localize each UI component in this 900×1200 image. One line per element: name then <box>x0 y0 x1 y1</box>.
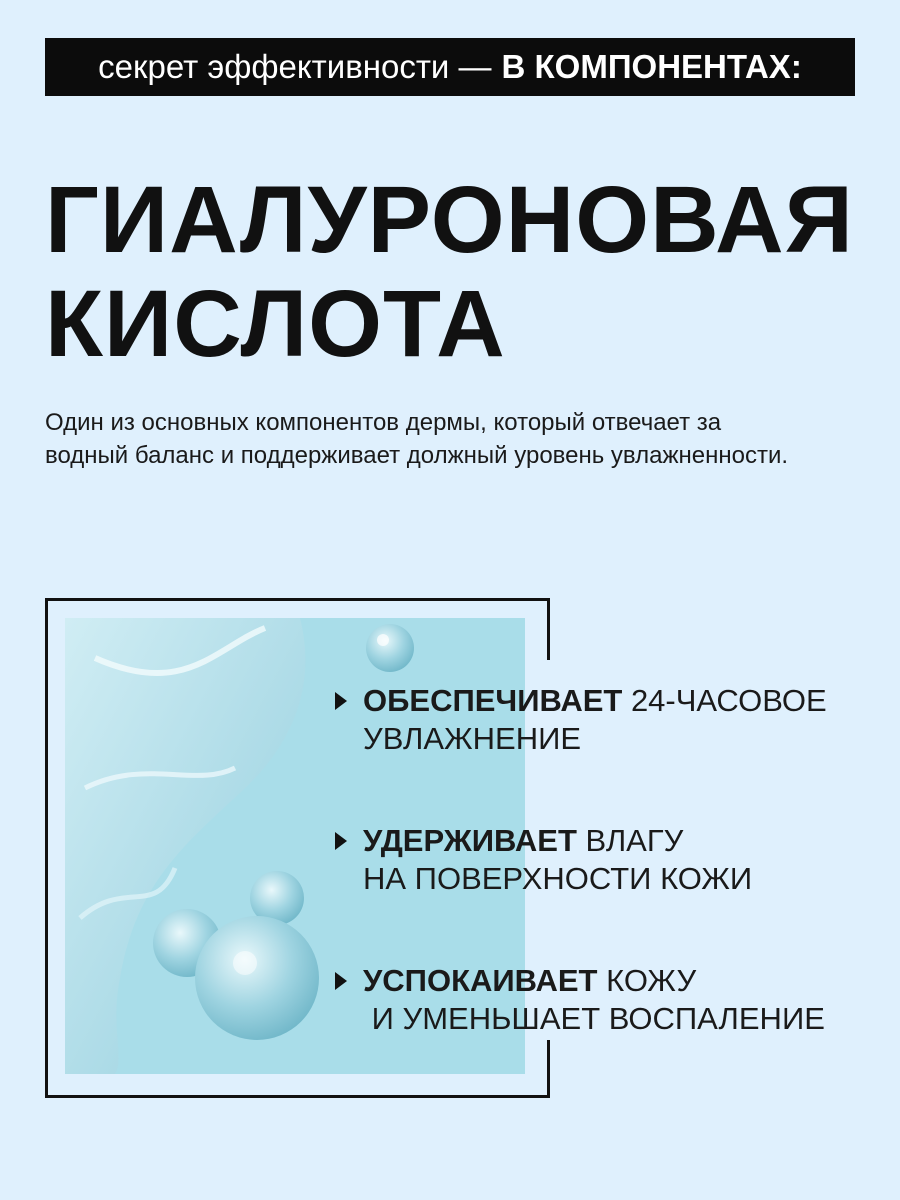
frame-top-left-vertical <box>45 598 48 1098</box>
benefit-2-line2: НА ПОВЕРХНОСТИ КОЖИ <box>363 861 753 896</box>
benefit-3-rest: КОЖУ <box>597 963 697 998</box>
frame-right-bottom-vertical <box>547 1040 550 1098</box>
benefit-3-line2: И УМЕНЬШАЕТ ВОСПАЛЕНИЕ <box>363 1001 825 1036</box>
benefit-1-bold: ОБЕСПЕЧИВАЕТ <box>363 683 623 718</box>
title-line-2: КИСЛОТА <box>45 271 506 377</box>
ingredient-description: Один из основных компонентов дермы, который отвечает за водный баланс и поддерживает должный уровень увлажненности. <box>45 409 789 469</box>
benefit-1-rest: 24-ЧАСОВОЕ <box>622 683 827 718</box>
benefit-3-bold: УСПОКАИВАЕТ <box>363 963 598 998</box>
title-line-1: ГИАЛУРОНОВАЯ <box>45 167 854 273</box>
benefit-item-2 <box>335 822 752 898</box>
benefit-2-rest: ВЛАГУ <box>576 823 684 858</box>
frame-top-horizontal <box>45 598 550 601</box>
top-banner <box>45 38 855 96</box>
triangle-arrow-icon <box>335 692 347 710</box>
banner-light-text: секрет эффективности — <box>98 48 492 85</box>
triangle-arrow-icon <box>335 832 347 850</box>
frame-bottom-horizontal <box>45 1095 550 1098</box>
benefit-1-line2: УВЛАЖНЕНИЕ <box>363 721 582 756</box>
banner-bold-text: В КОМПОНЕНТАХ: <box>501 48 802 85</box>
frame-right-top-vertical <box>547 598 550 660</box>
benefit-2-bold: УДЕРЖИВАЕТ <box>363 823 577 858</box>
triangle-arrow-icon <box>335 972 347 990</box>
benefit-item-1 <box>335 682 827 758</box>
benefit-item-3 <box>335 962 825 1038</box>
page-title <box>45 168 854 376</box>
